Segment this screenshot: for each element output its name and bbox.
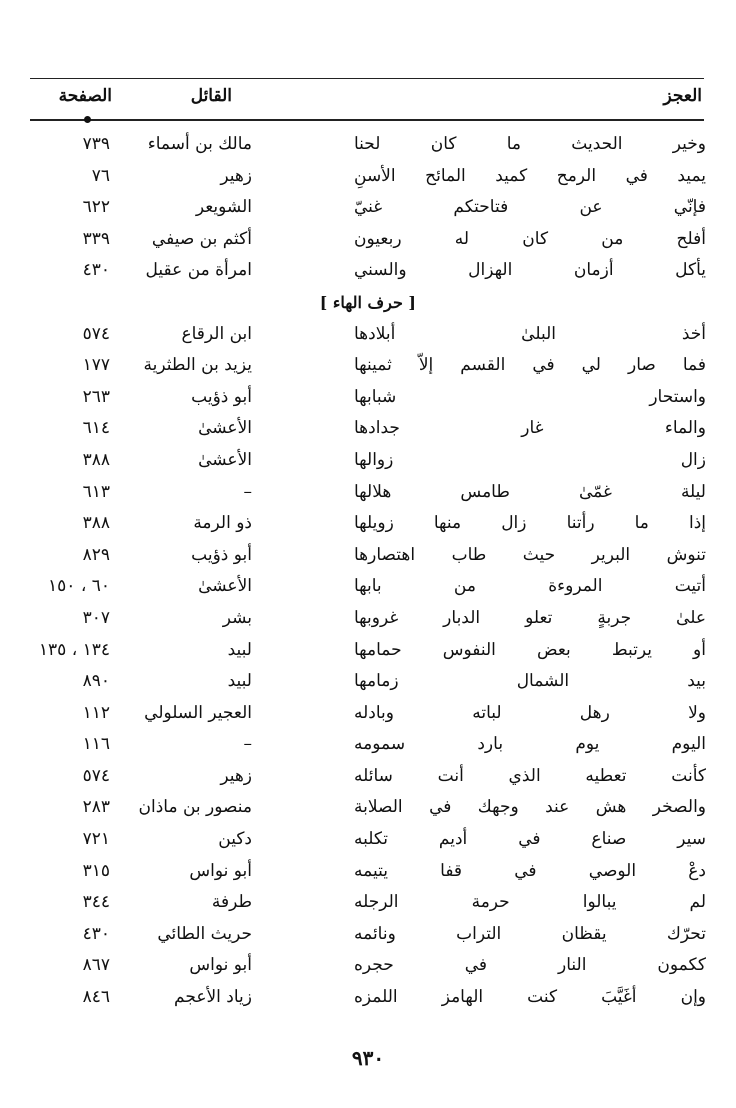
table-row — [30, 161, 706, 193]
verse-cell: تنوش البرير حيث طاب اهتصارها — [354, 544, 706, 565]
page-cell: ٦١٣ — [82, 481, 110, 502]
verse-cell: واستحار شبابها — [354, 386, 706, 407]
table-row — [30, 919, 706, 951]
poet-cell: لبيد — [227, 639, 252, 660]
table-row — [30, 729, 706, 761]
table-row — [30, 350, 706, 382]
table-row — [30, 129, 706, 161]
table-row — [30, 571, 706, 603]
table-row — [30, 824, 706, 856]
poet-cell: أبو ذؤيب — [191, 386, 252, 407]
verse-cell: علىٰ جربةٍ تعلو الدبار غروبها — [354, 607, 706, 628]
poet-cell: زهير — [220, 165, 252, 186]
poet-cell: مالك بن أسماء — [147, 134, 252, 154]
page-cell: ٤٣٠ — [82, 260, 110, 281]
top-rule — [30, 78, 704, 79]
header-rule — [30, 119, 704, 121]
verse-cell: إذا ما رأتنا زال منها زويلها — [354, 513, 706, 534]
verse-cell: أفلح من كان له ربعيون — [354, 228, 706, 249]
poet-cell: دكين — [218, 829, 252, 850]
table-row — [30, 224, 706, 256]
page-cell: ٨٩٠ — [82, 671, 110, 692]
page-cell: ٣٣٩ — [82, 228, 110, 249]
poet-cell: زياد الأعجم — [174, 987, 252, 1008]
poet-cell: لبيد — [227, 671, 252, 692]
table-row — [30, 698, 706, 730]
poet-cell: – — [243, 734, 252, 755]
page-cell: ١٣٤ ، ١٣٥ — [38, 639, 110, 660]
poet-cell: الأعشىٰ — [198, 449, 252, 470]
table-row — [30, 382, 706, 414]
page-cell: ٣٨٨ — [82, 449, 110, 470]
page-cell: ٢٦٣ — [82, 386, 110, 407]
verse-cell: اليوم يوم بارد سمومه — [354, 734, 706, 755]
poet-cell: امرأة من عقيل — [145, 260, 252, 281]
table-row — [30, 950, 706, 982]
verse-cell: دعْ الوصي في قفا يتيمه — [354, 860, 706, 881]
page-cell: ٤٣٠ — [82, 923, 110, 944]
verse-cell: ككمون النار في حجره — [354, 955, 706, 976]
table-row — [30, 856, 706, 888]
page-cell: ٥٧٤ — [82, 765, 110, 786]
verse-cell: ولا رهل لباته وبادله — [354, 702, 706, 723]
poet-cell: العجير السلولي — [144, 702, 252, 723]
poet-cell: – — [243, 481, 252, 502]
page-cell: ١١٢ — [82, 702, 110, 723]
verse-cell: يميد في الرمح كميد المائح الأسنِ — [354, 165, 706, 186]
page-cell: ٦١٤ — [82, 418, 110, 439]
poet-cell: أبو ذؤيب — [191, 544, 252, 565]
poet-cell: طرفة — [211, 892, 252, 913]
table-row — [30, 603, 706, 635]
poet-cell: منصور بن ماذان — [138, 797, 252, 818]
page-cell: ٨٦٧ — [82, 955, 110, 976]
verse-cell: لم يبالوا حرمة الرجله — [354, 892, 706, 913]
verse-cell: أو يرتبط بعض النفوس حمامها — [354, 639, 706, 660]
table-row — [30, 413, 706, 445]
table-row — [30, 477, 706, 509]
poet-cell: الأعشىٰ — [198, 418, 252, 439]
page-cell: ٧٢١ — [82, 829, 110, 850]
table-row — [30, 508, 706, 540]
poet-cell: يزيد بن الطثرية — [143, 355, 252, 376]
poet-cell: زهير — [220, 765, 252, 786]
table-row — [30, 982, 706, 1014]
verse-cell: أتيت المروءة من بابها — [354, 576, 706, 597]
poet-cell: الشويعر — [195, 197, 252, 218]
table-row — [30, 255, 706, 287]
verse-cell: فما صار لي في القسم إلاّ ثمينها — [354, 355, 706, 376]
verse-cell: فإنّي عن فتاحتكم غنيّ — [354, 197, 706, 218]
poet-cell: أبو نواس — [189, 955, 252, 976]
page-cell: ٦٢٢ — [82, 197, 110, 218]
page-cell: ٦٠ ، ١٥٠ — [48, 576, 110, 597]
header-page-column: الصفحة — [58, 86, 112, 106]
verse-cell: والصخر هش عند وجهك في الصلابة — [354, 797, 706, 818]
page-cell: ٣٤٤ — [82, 892, 110, 913]
verse-cell: تحرّك يقظان التراب ونائمه — [354, 923, 706, 944]
verse-cell: وخير الحديث ما كان لحنا — [354, 134, 706, 154]
verse-cell: بيد الشمال زمامها — [354, 671, 706, 692]
poet-cell: الأعشىٰ — [198, 576, 252, 597]
table-row — [30, 540, 706, 572]
page-cell: ٥٧٤ — [82, 323, 110, 344]
poet-cell: ذو الرمة — [193, 513, 252, 534]
verse-cell: سير صناع في أديم تكلبه — [354, 829, 706, 850]
rule-dot-ornament — [84, 116, 91, 123]
page-cell: ٢٨٣ — [82, 797, 110, 818]
section-heading-row — [30, 287, 706, 319]
section-title: [ حرف الهاء ] — [319, 292, 416, 312]
verse-cell: كأنت تعطيه الذي أنت سائله — [354, 765, 706, 786]
table-row — [30, 761, 706, 793]
verse-cell: ليلة غمّىٰ طامس هلالها — [354, 481, 706, 502]
page-cell: ٨٢٩ — [82, 544, 110, 565]
page-cell: ٣١٥ — [82, 860, 110, 881]
table-row — [30, 319, 706, 351]
header-poet-column: القائل — [190, 86, 232, 106]
table-header — [30, 80, 702, 114]
verse-cell: وإن أغَيَّبَ كنت الهامز اللمزه — [354, 987, 706, 1008]
table-row — [30, 635, 706, 667]
table-row — [30, 887, 706, 919]
poet-cell: حريث الطائي — [157, 923, 252, 944]
table-row — [30, 192, 706, 224]
header-verse-column: العجز — [663, 86, 702, 106]
verse-cell: زال زوالها — [354, 449, 706, 470]
page-cell: ١٧٧ — [82, 355, 110, 376]
verse-cell: أخذ البلىٰ أبلادها — [354, 323, 706, 344]
table-row — [30, 792, 706, 824]
poet-cell: بشر — [222, 607, 252, 628]
index-table — [30, 129, 706, 1014]
table-row — [30, 666, 706, 698]
poet-cell: أكثم بن صيفي — [151, 228, 252, 249]
page-cell: ٧٣٩ — [82, 134, 110, 154]
table-row — [30, 445, 706, 477]
verse-cell: والماء غار جدادها — [354, 418, 706, 439]
poet-cell: ابن الرقاع — [181, 323, 252, 344]
page-cell: ٣٠٧ — [82, 607, 110, 628]
poet-cell: أبو نواس — [189, 860, 252, 881]
verse-cell: يأكل أزمان الهزال والسني — [354, 260, 706, 281]
page-number: ٩٣٠ — [351, 1046, 385, 1070]
page-cell: ١١٦ — [82, 734, 110, 755]
page-cell: ٧٦ — [91, 165, 110, 186]
page-cell: ٨٤٦ — [82, 987, 110, 1008]
page-cell: ٣٨٨ — [82, 513, 110, 534]
